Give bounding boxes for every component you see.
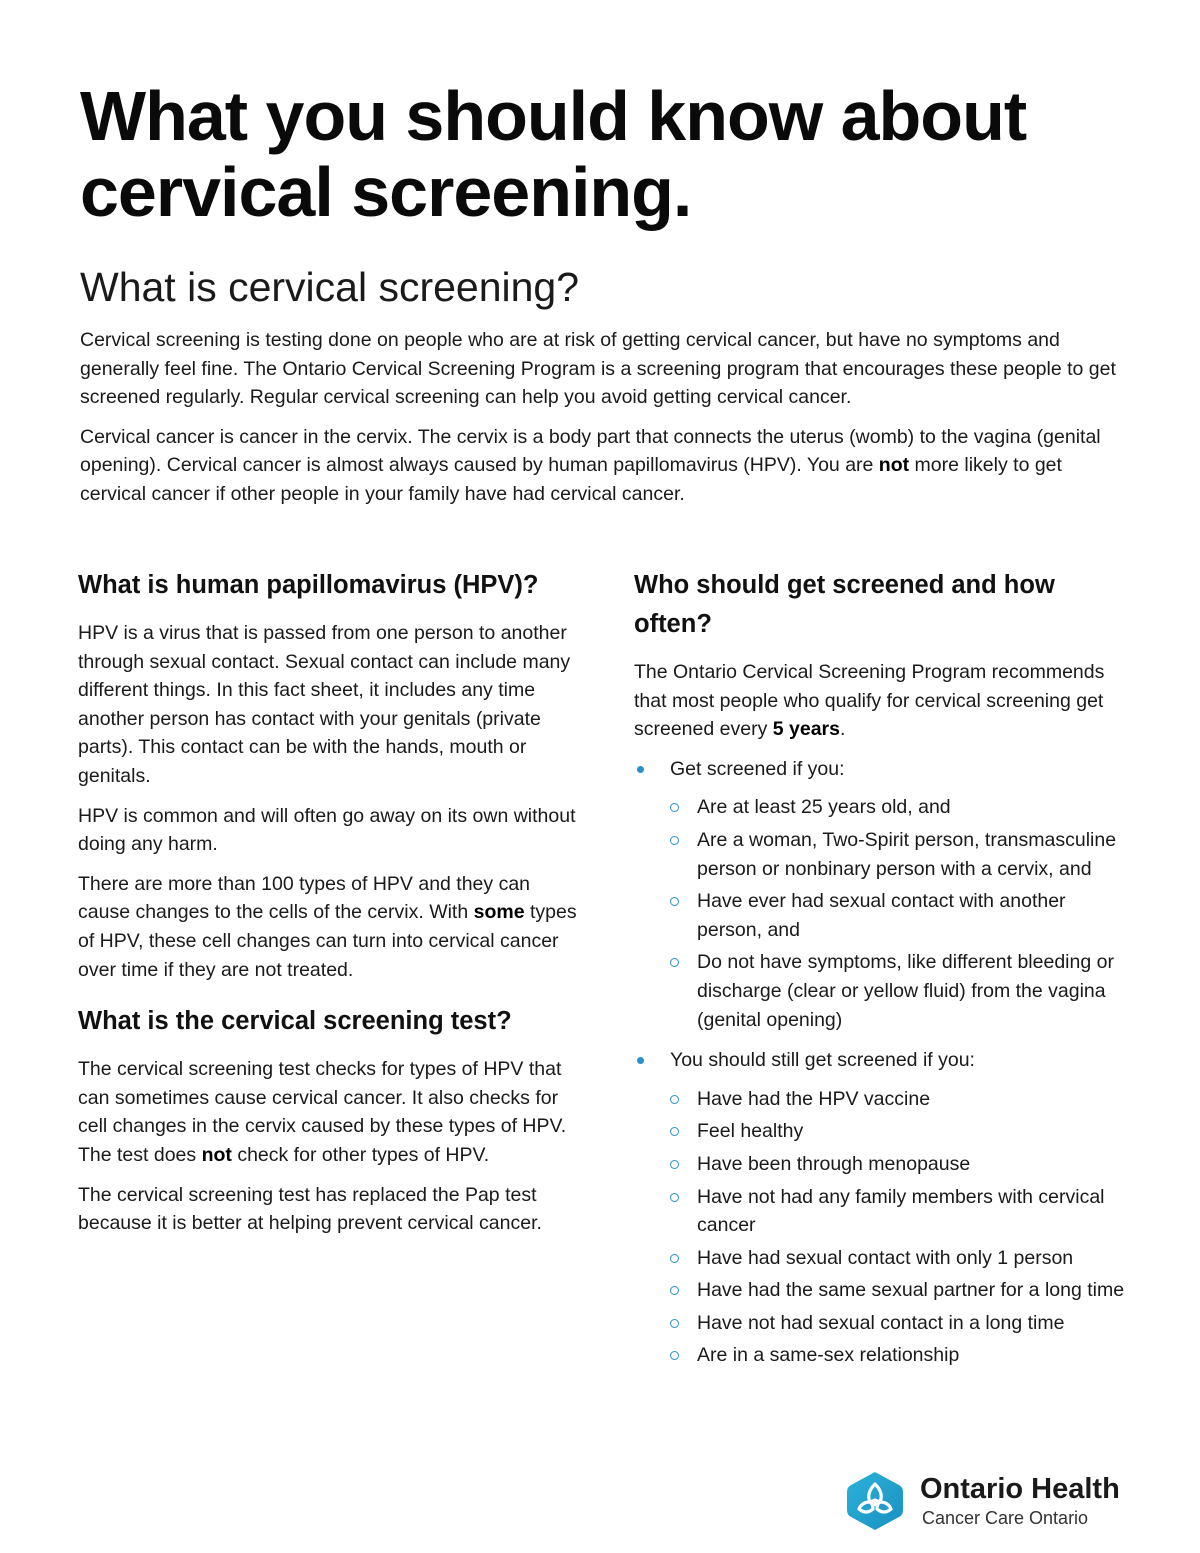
circle-bullet-icon [670, 1351, 679, 1360]
intro-paragraph-2: Cervical cancer is cancer in the cervix. The cervix is a body part that connects the uterus (womb) to the vagina (genital opening). Cervical cancer is almost always caused by human papillomavirus (HPV). You are not more likely to get cervical cancer if other people in your family have had cervical cancer. [80, 425, 1101, 505]
list-item: Have had sexual contact with only 1 person [670, 1244, 1134, 1273]
test-paragraph-1: The cervical screening test checks for types of HPV that can sometimes cause cervical cancer. It also checks for cell changes in the cervix caused by these types of HPV. The test does not check for other types of HPV. [78, 1058, 567, 1166]
logo-name: Ontario Health [920, 1473, 1120, 1505]
test-paragraph-2: The cervical screening test has replaced the Pap test because it is better at helping prevent cervical cancer. [78, 1183, 542, 1235]
circle-bullet-icon [670, 1254, 679, 1263]
ontario-health-logo [846, 1470, 1146, 1534]
circle-bullet-icon [670, 1319, 679, 1328]
section-title: What is cervical screening? [80, 264, 580, 310]
circle-bullet-icon [670, 1127, 679, 1136]
bullet-still-get-screened [634, 1046, 1134, 1370]
list-item: Do not have symptoms, like different bleeding or discharge (clear or yellow fluid) from the vagina (genital opening) [670, 948, 1134, 1034]
list-item: Have not had sexual contact in a long time [670, 1309, 1134, 1338]
circle-bullet-icon [670, 1193, 679, 1202]
bullet-label: You should still get screened if you: [670, 1049, 975, 1072]
circle-bullet-icon [670, 836, 679, 845]
still-screened-sublist [670, 1085, 1134, 1370]
circle-bullet-icon [670, 803, 679, 812]
hpv-paragraph-1: HPV is a virus that is passed from one person to another through sexual contact. Sexual contact can include many different things. In this fact sheet, it includes any time another person has contact with your genitals (private parts). This contact can be with the hands, mouth or genitals. [78, 622, 571, 787]
list-item: Feel healthy [670, 1117, 1134, 1146]
trillium-icon [846, 1471, 904, 1531]
list-item: Are at least 25 years old, and [670, 793, 1134, 822]
circle-bullet-icon [670, 1095, 679, 1104]
bullet-dot-icon [637, 1057, 644, 1064]
intro-section [80, 326, 1120, 520]
left-column [78, 566, 578, 1249]
logo-subtitle: Cancer Care Ontario [922, 1508, 1089, 1528]
circle-bullet-icon [670, 897, 679, 906]
who-paragraph: The Ontario Cervical Screening Program recommends that most people who qualify for cervical screening get screened every 5 years. [634, 661, 1105, 741]
page-title: What you should know about cervical screening. [80, 77, 1027, 231]
hpv-paragraph-2: HPV is common and will often go away on its own without doing any harm. [78, 804, 576, 856]
list-item: Are a woman, Two-Spirit person, transmasculine person or nonbinary person with a cervix, and [670, 826, 1134, 883]
hpv-heading: What is human papillomavirus (HPV)? [78, 571, 539, 599]
circle-bullet-icon [670, 958, 679, 967]
get-screened-sublist [670, 793, 1134, 1034]
list-item: Have been through menopause [670, 1150, 1134, 1179]
bullet-dot-icon [637, 766, 644, 773]
screening-criteria-list [634, 755, 1134, 1370]
circle-bullet-icon [670, 1286, 679, 1295]
list-item: Have ever had sexual contact with another person, and [670, 887, 1134, 944]
list-item: Are in a same-sex relationship [670, 1341, 1134, 1370]
list-item: Have had the same sexual partner for a long time [670, 1276, 1134, 1305]
hpv-paragraph-3: There are more than 100 types of HPV and they can cause changes to the cells of the cervix. With some types of HPV, these cell changes can turn into cervical cancer over time if they are not treated. [78, 872, 577, 981]
bullet-get-screened [634, 755, 1134, 1034]
right-column [634, 566, 1134, 1382]
list-item: Have not had any family members with cervical cancer [670, 1183, 1134, 1240]
test-heading: What is the cervical screening test? [78, 1007, 512, 1036]
circle-bullet-icon [670, 1160, 679, 1169]
who-heading: Who should get screened and how often? [634, 571, 1055, 638]
list-item: Have had the HPV vaccine [670, 1085, 1134, 1114]
bullet-label: Get screened if you: [670, 757, 845, 780]
intro-paragraph-1: Cervical screening is testing done on people who are at risk of getting cervical cancer, but have no symptoms and generally feel fine. The Ontario Cervical Screening Program is a screening program that encourages these people to get screened regularly. Regular cervical screening can help you avoid getting cervical cancer. [80, 329, 1116, 409]
